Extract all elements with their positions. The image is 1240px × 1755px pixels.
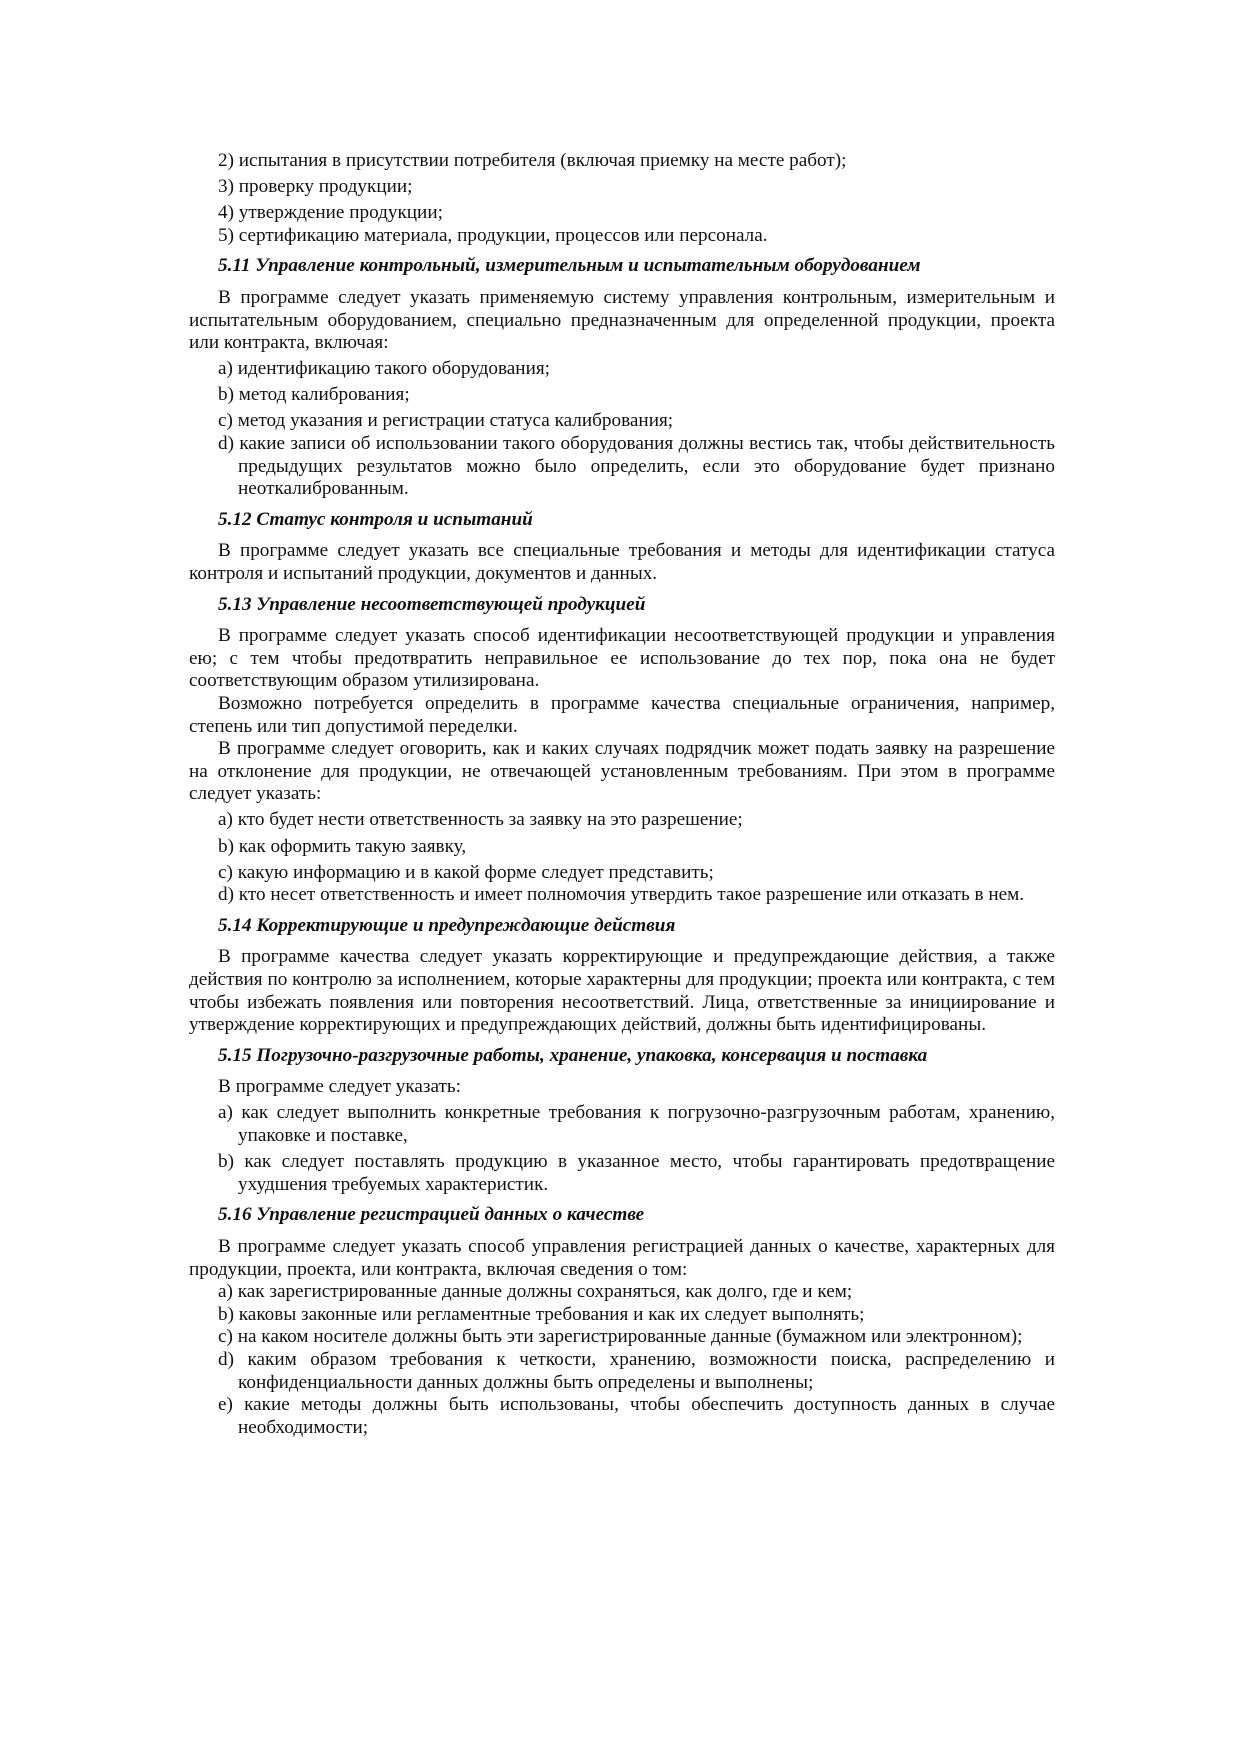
section-5-16-item-d: d) каким образом требования к четкости, хранению, возможности поиска, распределению и конфиденциальности данных должны быть определены и выполнены; (218, 1348, 1055, 1393)
section-5-11-item-b: b) метод калибрования; (218, 384, 410, 406)
section-5-16-heading: 5.16 Управление регистрацией данных о качестве (218, 1204, 645, 1226)
section-5-13-heading: 5.13 Управление несоответствующей продукцией (218, 593, 646, 615)
section-5-11-heading: 5.11 Управление контрольный, измерительным и испытательным оборудованием (218, 255, 921, 277)
section-5-13-item-c: c) какую информацию и в какой форме следует представить; (218, 861, 714, 883)
intro-item-5: 5) сертификацию материала, продукции, процессов или персонала. (218, 224, 768, 246)
section-5-16-item-b: b) каковы законные или регламентные требования и как их следует выполнять; (218, 1303, 865, 1325)
section-5-15-item-a: a) как следует выполнить конкретные требования к погрузочно-разгрузочным работам, хранению, упаковке и поставке, (218, 1102, 1055, 1147)
section-5-16-item-c: c) на каком носителе должны быть эти зарегистрированные данные (бумажном или электронном); (218, 1326, 1023, 1348)
section-5-14-heading: 5.14 Корректирующие и предупреждающие действия (218, 914, 676, 936)
section-5-13-item-d: d) кто несет ответственность и имеет полномочия утвердить такое разрешение или отказать в нем. (218, 884, 1025, 906)
section-5-13-item-a: a) кто будет нести ответственность за заявку на это разрешение; (218, 809, 743, 831)
section-5-13-paragraph-1: В программе следует указать способ идентификации несоответствующей продукции и управления ею; с тем чтобы предотвратить неправильное ее использование до тех пор, пока она не будет соответствующим образом утилизирована. (189, 625, 1055, 692)
section-5-11-item-c: c) метод указания и регистрации статуса калибрования; (218, 410, 674, 432)
section-5-16-paragraph: В программе следует указать способ управления регистрацией данных о качестве, характерных для продукции, проекта, или контракта, включая сведения о том: (189, 1235, 1055, 1280)
section-5-12-paragraph: В программе следует указать все специальные требования и методы для идентификации статуса контроля и испытаний продукции, документов и данных. (189, 540, 1055, 584)
intro-item-3: 3) проверку продукции; (218, 176, 413, 198)
section-5-11-item-d: d) какие записи об использовании такого оборудования должны вестись так, чтобы действительность предыдущих результатов можно было определить, если это оборудование будет признано неоткалиброванным. (218, 433, 1055, 500)
section-5-16-item-e: e) какие методы должны быть использованы, чтобы обеспечить доступность данных в случае необходимости; (218, 1394, 1055, 1438)
section-5-15-paragraph: В программе следует указать: (218, 1076, 461, 1098)
section-5-12-heading: 5.12 Статус контроля и испытаний (218, 508, 533, 530)
section-5-14-paragraph: В программе качества следует указать корректирующие и предупреждающие действия, а также действия по контролю за исполнением, которые характерны для продукции; проекта или контракта, с тем чтобы избежать появления или повторения несоответствий. Лица, ответственные за инициирование и утверждение корректирующих и предупреждающих действий, должны быть идентифицированы. (189, 946, 1055, 1036)
section-5-16-item-a: a) как зарегистрированные данные должны сохраняться, как долго, где и кем; (218, 1281, 853, 1303)
section-5-13-item-b: b) как оформить такую заявку, (218, 835, 467, 857)
section-5-11-paragraph: В программе следует указать применяемую систему управления контрольным, измерительным и испытательным оборудованием, специально предназначенным для определенной продукции, проекта или контракта, включая: (189, 286, 1055, 354)
section-5-15-item-b: b) как следует поставлять продукцию в указанное место, чтобы гарантировать предотвращение ухудшения требуемых характеристик. (218, 1151, 1055, 1195)
section-5-13-paragraph-3: В программе следует оговорить, как и каких случаях подрядчик может подать заявку на разрешение на отклонение для продукции, не отвечающей установленным требованиям. При этом в программе следует указать: (189, 738, 1055, 805)
document-page (189, 150, 1055, 1439)
intro-item-4: 4) утверждение продукции; (218, 202, 443, 224)
section-5-11-item-a: a) идентификацию такого оборудования; (218, 358, 550, 380)
section-5-13-paragraph-2: Возможно потребуется определить в программе качества специальные ограничения, например, степень или тип допустимой переделки. (189, 692, 1055, 737)
intro-item-2: 2) испытания в присутствии потребителя (включая приемку на месте работ); (218, 150, 847, 171)
section-5-15-heading: 5.15 Погрузочно-разгрузочные работы, хранение, упаковка, консервация и поставка (218, 1044, 928, 1066)
